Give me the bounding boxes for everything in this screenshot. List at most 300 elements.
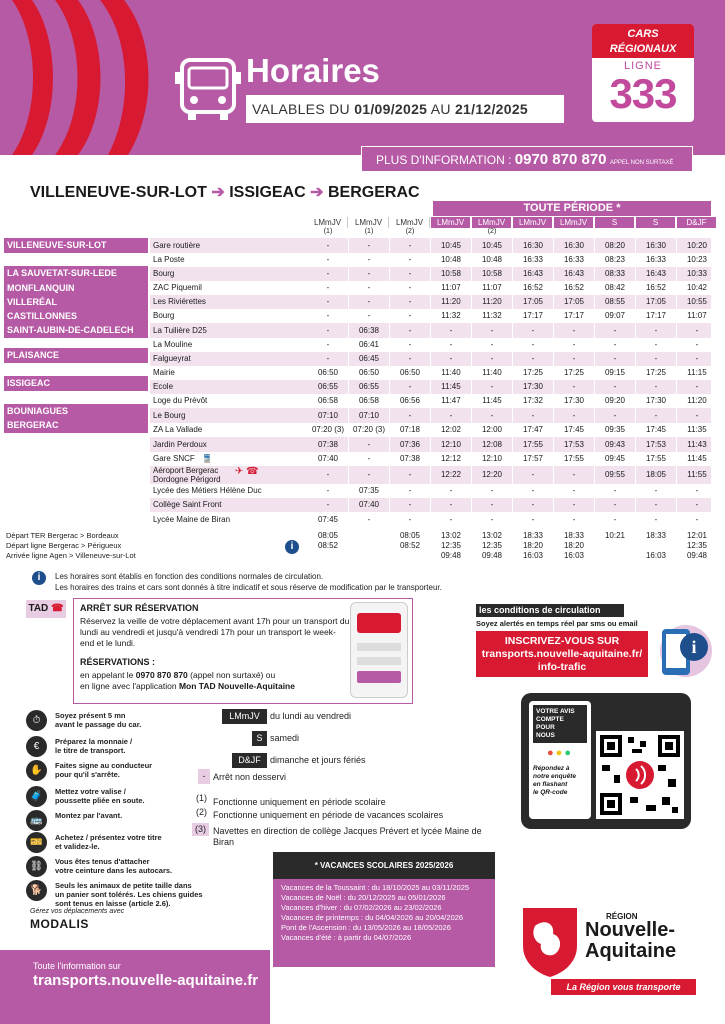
connection-label: Départ TER Bergerac > Bordeaux	[6, 531, 119, 540]
route-origin: VILLENEUVE-SUR-LOT	[30, 184, 207, 201]
rule-line: Montez par l'avant.	[55, 811, 123, 820]
rule-line: avant le passage du car.	[55, 720, 142, 729]
cta2: transports.nouvelle-aquitaine.fr/	[481, 648, 643, 660]
time-cell: 16:52	[563, 283, 585, 292]
time-cell: 18:05	[645, 470, 667, 479]
time-cell: -	[695, 340, 699, 349]
legend-djf-text: dimanche et jours fériés	[270, 755, 366, 765]
time-cell: 11:07	[441, 283, 461, 292]
time-cell: -	[408, 241, 412, 250]
time-cell: -	[572, 486, 576, 495]
signup-link[interactable]	[476, 631, 648, 677]
time-cell: -	[572, 326, 576, 335]
route-via: ISSIGEAC	[229, 184, 306, 201]
column-divider	[594, 238, 595, 528]
res-l1a: en appelant le	[80, 670, 136, 680]
stop-name: ZAC Piquemil	[153, 283, 202, 292]
info-icon: i	[285, 540, 299, 554]
time-cell: -	[654, 486, 658, 495]
time-cell: -	[367, 515, 371, 524]
time-cell: 07:20 (3)	[311, 425, 345, 434]
time-cell: -	[326, 255, 330, 264]
res-phone[interactable]: 0970 870 870	[135, 670, 188, 680]
column-header: LMmJV	[472, 217, 512, 228]
reservation-title: ARRÊT SUR RÉSERVATION	[80, 603, 199, 613]
stop-name: Falgueyrat	[153, 354, 191, 363]
connection-time: 16:03	[522, 551, 544, 560]
tad-label: TAD	[28, 603, 49, 614]
time-cell: -	[695, 326, 699, 335]
connection-time: 08:05	[317, 531, 339, 540]
time-cell: 08:33	[604, 269, 626, 278]
time-cell: 06:41	[358, 340, 380, 349]
note-line: Les horaires sont établis en fonction des conditions normales de circulation.	[55, 572, 324, 581]
time-cell: 11:55	[687, 470, 707, 479]
connection-time: 09:48	[481, 551, 503, 560]
time-cell: 09:07	[604, 311, 626, 320]
time-cell: -	[490, 515, 494, 524]
time-cell: 17:32	[522, 396, 544, 405]
rule-text	[55, 857, 172, 875]
rule-text	[55, 787, 145, 805]
time-cell: -	[613, 486, 617, 495]
holiday-line: Pont de l'Ascension : du 13/05/2026 au 18/05/2026	[281, 923, 451, 932]
rule-text	[55, 833, 162, 851]
time-cell: -	[695, 354, 699, 363]
time-cell: 17:25	[563, 368, 585, 377]
stop-name: Gare routière	[153, 241, 201, 250]
time-cell: -	[408, 340, 412, 349]
cars-regionaux	[592, 24, 694, 58]
time-cell: -	[408, 255, 412, 264]
info-phone[interactable]: 0970 870 870	[514, 151, 607, 168]
legend-n2-text: Fonctionne uniquement en période de vacances scolaires	[213, 810, 444, 820]
region-n1: Nouvelle-	[585, 919, 676, 941]
res-l1b: (appel non surtaxé) ou	[187, 670, 276, 680]
stop-name: La Mouline	[153, 340, 193, 349]
app-phone-image	[350, 602, 408, 698]
time-cell: -	[408, 470, 412, 479]
time-cell: -	[490, 382, 494, 391]
rule-icon: ✋	[26, 760, 47, 781]
time-cell: -	[449, 354, 453, 363]
connection-time: 18:33	[645, 531, 667, 540]
holiday-line: Vacances d'été : à partir du 04/07/2026	[281, 933, 412, 942]
time-cell: 17:05	[522, 297, 544, 306]
column-note: (1)	[364, 228, 374, 235]
time-cell: 09:20	[604, 396, 626, 405]
time-cell: -	[367, 311, 371, 320]
connection-time: 08:52	[399, 541, 421, 550]
rule-text	[55, 761, 152, 779]
region-logo	[521, 906, 709, 996]
time-cell: -	[654, 354, 658, 363]
stop-name: Bourg	[153, 269, 175, 278]
time-cell: 09:55	[604, 470, 626, 479]
time-cell: 11:40	[482, 368, 502, 377]
time-cell: 11:43	[687, 440, 707, 449]
legend-s-text: samedi	[270, 733, 300, 743]
time-cell: -	[695, 486, 699, 495]
time-cell: 06:45	[358, 354, 380, 363]
time-cell: 10:58	[440, 269, 462, 278]
time-cell: 07:45	[317, 515, 339, 524]
reservations-title: RÉSERVATIONS :	[80, 657, 156, 667]
footer-url[interactable]: transports.nouvelle-aquitaine.fr	[33, 972, 259, 989]
time-cell: 17:53	[645, 440, 667, 449]
survey-panel	[521, 693, 691, 829]
time-cell: 08:42	[604, 283, 626, 292]
time-cell: 10:48	[440, 255, 462, 264]
regionaux-label: RÉGIONAUX	[609, 43, 677, 55]
survey-card	[529, 701, 591, 819]
rule-line: votre ceinture dans les autocars.	[55, 866, 173, 875]
time-cell: -	[531, 411, 535, 420]
time-cell: -	[408, 326, 412, 335]
time-cell: -	[695, 515, 699, 524]
phone-icon: ☎	[51, 603, 64, 614]
holiday-line: Vacances de printemps : du 04/04/2026 au 20/04/2026	[281, 913, 464, 922]
column-header: S	[595, 217, 635, 228]
time-cell: 11:45	[441, 382, 461, 391]
time-cell: -	[326, 283, 330, 292]
time-cell: 10:20	[686, 241, 708, 250]
time-cell: 16:30	[563, 241, 585, 250]
commune-label: CASTILLONNES	[4, 309, 148, 324]
swirl-decoration	[0, 0, 170, 155]
rule-icon: 🐕	[26, 880, 47, 901]
modalis-logo[interactable]: MODALIS	[30, 917, 89, 931]
time-cell: 16:33	[522, 255, 544, 264]
time-cell: 06:56	[399, 396, 421, 405]
cars-label: CARS	[627, 28, 659, 40]
column-note: (2)	[487, 228, 497, 235]
time-cell: -	[490, 500, 494, 509]
time-cell: 17:30	[563, 396, 585, 405]
time-cell: 06:50	[358, 368, 380, 377]
connection-time: 18:33	[563, 531, 585, 540]
time-cell: -	[654, 411, 658, 420]
column-header: LMmJV	[513, 217, 553, 228]
rule-line: poussette pliée en soute.	[55, 796, 145, 805]
time-cell: 08:23	[604, 255, 626, 264]
stop-name: Collège Saint Front	[153, 500, 222, 509]
time-cell: -	[449, 486, 453, 495]
stop-name: Ecole	[153, 382, 174, 391]
time-cell: 06:38	[358, 326, 380, 335]
train-icon: 🚆	[202, 454, 212, 463]
connection-time: 13:02	[440, 531, 462, 540]
info-label: PLUS D'INFORMATION :	[376, 153, 512, 167]
stop-name: La Poste	[153, 255, 185, 264]
time-cell: -	[654, 500, 658, 509]
time-cell: -	[408, 411, 412, 420]
time-cell: -	[449, 326, 453, 335]
column-divider	[676, 238, 677, 528]
time-cell: -	[613, 515, 617, 524]
time-cell: -	[449, 500, 453, 509]
time-cell: 12:08	[481, 440, 503, 449]
rule-text	[55, 711, 141, 729]
tad-badge	[26, 600, 66, 618]
rule-line: Soyez présent 5 mn	[55, 711, 126, 720]
survey-r4: le QR-code	[533, 789, 568, 796]
survey-t1: VOTRE AVIS	[536, 708, 575, 715]
time-cell: -	[531, 515, 535, 524]
time-cell: -	[490, 411, 494, 420]
time-cell: -	[326, 241, 330, 250]
time-cell: 07:36	[399, 440, 421, 449]
time-cell: -	[367, 255, 371, 264]
connection-time: 13:02	[481, 531, 503, 540]
time-cell: 07:10	[358, 411, 380, 420]
time-cell: -	[408, 515, 412, 524]
connection-time: 09:48	[440, 551, 462, 560]
column-divider	[430, 238, 431, 528]
rule-icon: 🎫	[26, 832, 47, 853]
survey-r3: en flashant	[533, 781, 568, 788]
survey-t2: COMPTE POUR	[536, 716, 564, 731]
legend-n1-text: Fonctionne uniquement en période scolaire	[213, 797, 386, 807]
connection-time: 09:48	[686, 551, 708, 560]
smiley-icons: ●●●	[547, 747, 573, 759]
legend-n2: (2)	[196, 807, 207, 817]
stop-name: ZA La Vallade	[153, 425, 203, 434]
column-divider	[348, 238, 349, 528]
survey-text	[529, 759, 591, 803]
legend-lmmjv-text: du lundi au vendredi	[270, 711, 352, 721]
time-cell: 07:40	[317, 454, 339, 463]
time-cell: 12:10	[481, 454, 503, 463]
region-tagline: La Région vous transporte	[551, 979, 696, 995]
time-cell: 17:45	[645, 425, 667, 434]
time-cell: -	[326, 340, 330, 349]
rule-icon: €	[26, 736, 47, 757]
modalis-pre: Gérez vos déplacements avec	[30, 908, 125, 915]
legend-djf: D&JF	[232, 753, 267, 768]
time-cell: 16:43	[563, 269, 585, 278]
time-cell: -	[613, 354, 617, 363]
legend-s: S	[252, 731, 267, 746]
conditions-sub: Soyez alertés en temps réel par sms ou email	[476, 619, 638, 628]
legend-dash: -	[198, 769, 210, 784]
time-cell: 17:30	[522, 382, 544, 391]
rule-text	[55, 881, 203, 908]
time-cell: -	[613, 340, 617, 349]
time-cell: -	[408, 354, 412, 363]
time-cell: 10:58	[481, 269, 503, 278]
stop-name: Lycée Maine de Biran	[153, 515, 231, 524]
time-cell: -	[490, 486, 494, 495]
time-cell: 17:25	[522, 368, 544, 377]
footer-banner	[0, 950, 270, 1024]
time-cell: -	[654, 326, 658, 335]
time-cell: 10:33	[686, 269, 708, 278]
time-cell: -	[572, 500, 576, 509]
time-cell: 17:55	[522, 440, 544, 449]
time-cell: 07:38	[399, 454, 421, 463]
time-cell: 10:23	[686, 255, 708, 264]
school-holidays	[273, 852, 495, 967]
stop-name: La Tuilière D25	[153, 326, 207, 335]
time-cell: 11:32	[441, 311, 461, 320]
route-title	[30, 182, 420, 202]
stop-name: Gare SNCF	[153, 454, 195, 463]
time-cell: -	[449, 411, 453, 420]
time-cell: 17:17	[522, 311, 544, 320]
time-cell: 06:50	[317, 368, 339, 377]
time-cell: -	[367, 269, 371, 278]
time-cell: -	[490, 326, 494, 335]
time-cell: 11:07	[687, 311, 707, 320]
time-cell: 17:57	[522, 454, 544, 463]
time-cell: 10:48	[481, 255, 503, 264]
time-cell: 06:50	[399, 368, 421, 377]
time-cell: -	[367, 440, 371, 449]
page-title: Horaires	[246, 52, 380, 89]
time-cell: -	[572, 411, 576, 420]
column-divider	[635, 238, 636, 528]
commune-label: MONFLANQUIN	[4, 281, 148, 296]
time-cell: 16:43	[522, 269, 544, 278]
time-cell: 17:05	[563, 297, 585, 306]
time-cell: 17:45	[563, 425, 585, 434]
time-cell: -	[531, 354, 535, 363]
time-cell: -	[572, 354, 576, 363]
footer-label: Toute l'information sur	[33, 961, 121, 971]
rule-text	[55, 737, 132, 755]
column-divider	[471, 238, 472, 528]
res-l2a: en ligne avec l'application	[80, 681, 179, 691]
time-cell: -	[531, 326, 535, 335]
time-cell: 11:45	[482, 396, 502, 405]
connection-time: 18:20	[522, 541, 544, 550]
time-cell: -	[695, 500, 699, 509]
time-cell: 09:15	[604, 368, 626, 377]
time-cell: 12:20	[481, 470, 503, 479]
time-cell: 11:47	[441, 396, 461, 405]
connection-time: 16:03	[645, 551, 667, 560]
rule-line: Achetez / présentez votre titre	[55, 833, 162, 842]
time-cell: -	[408, 486, 412, 495]
time-cell: -	[613, 326, 617, 335]
holiday-line: Vacances d'hiver : du 07/02/2026 au 23/02/2026	[281, 903, 442, 912]
rule-icon: 🧳	[26, 786, 47, 807]
commune-label: BOUNIAGUES	[4, 404, 148, 419]
time-cell: -	[490, 340, 494, 349]
rule-line: le titre de transport.	[55, 746, 126, 755]
time-cell: 11:35	[687, 425, 707, 434]
time-cell: -	[613, 411, 617, 420]
time-cell: 07:38	[317, 440, 339, 449]
time-cell: 17:47	[522, 425, 544, 434]
time-cell: -	[613, 500, 617, 509]
rule-text	[55, 811, 122, 820]
time-cell: -	[449, 515, 453, 524]
valid-from: 01/09/2025	[354, 101, 428, 117]
qr-code-icon[interactable]	[596, 731, 684, 819]
time-cell: -	[695, 411, 699, 420]
time-cell: -	[367, 470, 371, 479]
column-header: LMmJV	[431, 217, 471, 228]
time-cell: 11:20	[441, 297, 461, 306]
commune-label: LA SAUVETAT-SUR-LEDE	[4, 266, 148, 281]
time-cell: 10:42	[686, 283, 708, 292]
time-cell: -	[408, 382, 412, 391]
survey-t3: NOUS	[536, 732, 555, 739]
time-cell: -	[531, 470, 535, 479]
time-cell: 16:33	[563, 255, 585, 264]
connection-time: 12:35	[481, 541, 503, 550]
column-header: D&JF	[677, 217, 717, 228]
time-cell: -	[408, 311, 412, 320]
time-cell: -	[654, 515, 658, 524]
time-cell: 11:15	[687, 368, 707, 377]
time-cell: 16:52	[645, 283, 667, 292]
arrow-icon: ➔	[310, 184, 324, 201]
time-cell: 11:20	[687, 396, 707, 405]
time-cell: 06:55	[317, 382, 339, 391]
time-cell: 07:10	[317, 411, 339, 420]
airport-icon: ✈ ☎	[235, 466, 259, 477]
time-cell: -	[408, 297, 412, 306]
time-cell: 17:05	[645, 297, 667, 306]
time-cell: 10:45	[440, 241, 462, 250]
rule-icon: ⛓	[26, 856, 47, 877]
rule-line: Préparez la monnaie /	[55, 737, 133, 746]
time-cell: 07:35	[358, 486, 380, 495]
column-header: LMmJV	[308, 217, 348, 228]
time-cell: 06:55	[358, 382, 380, 391]
time-cell: 17:30	[645, 396, 667, 405]
time-cell: 16:33	[645, 255, 667, 264]
time-cell: 12:10	[440, 440, 462, 449]
connection-time: 12:35	[686, 541, 708, 550]
column-divider	[553, 238, 554, 528]
time-cell: 12:12	[440, 454, 462, 463]
time-cell: 16:52	[522, 283, 544, 292]
arrow-icon: ➔	[211, 184, 225, 201]
info-note: APPEL NON SURTAXÉ	[609, 160, 674, 166]
rule-line: Mettez votre valise /	[55, 787, 126, 796]
region-label: RÉGION	[606, 912, 638, 921]
survey-heading	[533, 705, 587, 743]
time-cell: 06:58	[317, 396, 339, 405]
stop-name: Bourg	[153, 311, 175, 320]
time-cell: 08:55	[604, 297, 626, 306]
stop-name-line: Aéroport Bergerac	[153, 466, 219, 475]
res-app[interactable]: Mon TAD Nouvelle-Aquitaine	[178, 681, 295, 691]
time-cell: -	[326, 354, 330, 363]
survey-r1: Répondez à	[533, 765, 570, 772]
stop-name-line: Dordogne Périgord	[153, 475, 221, 484]
time-cell: -	[572, 515, 576, 524]
time-cell: -	[326, 326, 330, 335]
stop-name: Lycée des Métiers Hélène Duc	[153, 486, 262, 495]
time-cell: -	[572, 340, 576, 349]
stop-name	[153, 466, 259, 484]
time-cell: -	[449, 340, 453, 349]
cta3: info-trafic	[537, 661, 587, 673]
connection-time: 16:03	[563, 551, 585, 560]
region-shield-icon	[521, 906, 579, 978]
svg-text:i: i	[691, 637, 697, 657]
time-cell: -	[367, 241, 371, 250]
rule-line: un panier sont tolérés. Les chiens guides	[55, 890, 203, 899]
stop-name: Loge du Prévôt	[153, 396, 208, 405]
connection-time: 08:05	[399, 531, 421, 540]
column-divider	[717, 238, 718, 528]
